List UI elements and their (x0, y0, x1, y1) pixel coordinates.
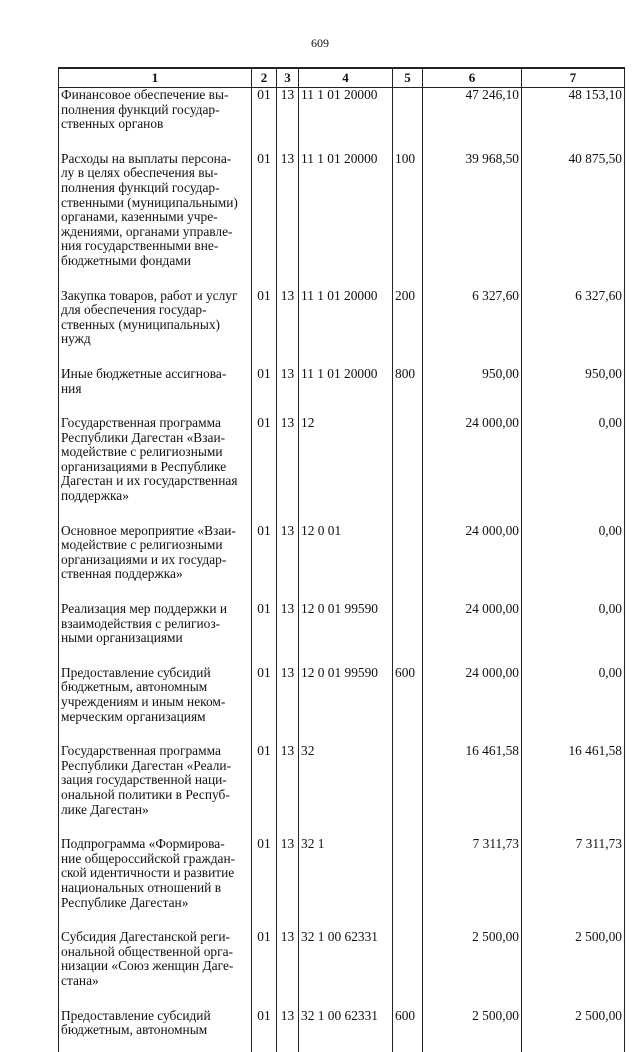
amount-col-6: 47 246,10 (423, 88, 522, 152)
column-header-4: 4 (299, 68, 393, 88)
subsection-code: 13 (277, 289, 299, 367)
column-header-5: 5 (393, 68, 423, 88)
subsection-code: 13 (277, 152, 299, 289)
expense-type-code: 600 (393, 666, 423, 744)
section-code: 01 (252, 1009, 277, 1052)
target-article-code: 11 1 01 20000 (299, 88, 393, 152)
table-body (59, 88, 625, 1052)
row-description: Подпрограмма «Формирова- ние общероссийской граждан- ской идентичности и развитие национальных отношений в Республике Дагестан» (61, 836, 236, 910)
subsection-code: 13 (277, 367, 299, 416)
target-article-code: 12 0 01 99590 (299, 602, 393, 666)
table-row (59, 837, 625, 930)
row-description: Государственная программа Республики Дагестан «Реали- зация государственной наци- ональной политики в Респуб- лике Дагестан» (61, 743, 232, 817)
subsection-code: 13 (277, 416, 299, 524)
row-description: Основное мероприятие «Взаи- модействие с религиозными организациями и их государ- ственная поддержка» (61, 522, 236, 582)
amount-col-7: 2 500,00 (522, 1009, 625, 1052)
amount-col-7: 7 311,73 (522, 837, 625, 930)
section-code: 01 (252, 367, 277, 416)
column-header-3: 3 (277, 68, 299, 88)
target-article-code: 32 (299, 744, 393, 837)
amount-col-6: 16 461,58 (423, 744, 522, 837)
subsection-code: 13 (277, 837, 299, 930)
column-header-2: 2 (252, 68, 277, 88)
table-header-row (59, 68, 625, 88)
row-description: Предоставление субсидий бюджетным, автономным учреждениям и иным неком- мерческим организациям (61, 664, 226, 724)
target-article-code: 12 (299, 416, 393, 524)
amount-col-6: 24 000,00 (423, 416, 522, 524)
row-description: Субсидия Дагестанской реги- ональной общественной орга- низации «Союз женщин Даге- стана» (61, 929, 234, 988)
amount-col-6: 24 000,00 (423, 666, 522, 744)
table-row (59, 744, 625, 837)
section-code: 01 (252, 152, 277, 289)
table-row (59, 930, 625, 1008)
column-header-6: 6 (423, 68, 522, 88)
table-row (59, 1009, 625, 1052)
target-article-code: 12 0 01 (299, 524, 393, 602)
amount-col-6: 6 327,60 (423, 289, 522, 367)
budget-table (58, 67, 625, 1052)
amount-col-7: 0,00 (522, 416, 625, 524)
target-article-code: 32 1 00 62331 (299, 1009, 393, 1052)
row-description: Расходы на выплаты персона- лу в целях обеспечения вы- полнения функций государ- ственными (муниципальными) органами, казенными учре- ждениями, органами управле- ния государственными вне- бюджетными фондами (61, 150, 238, 268)
target-article-code: 32 1 (299, 837, 393, 930)
target-article-code: 32 1 00 62331 (299, 930, 393, 1008)
expense-type-code: 800 (393, 367, 423, 416)
amount-col-7: 16 461,58 (522, 744, 625, 837)
table-row (59, 602, 625, 666)
row-description: Иные бюджетные ассигнова- ния (61, 365, 227, 396)
amount-col-7: 0,00 (522, 602, 625, 666)
amount-col-7: 6 327,60 (522, 289, 625, 367)
target-article-code: 11 1 01 20000 (299, 289, 393, 367)
section-code: 01 (252, 524, 277, 602)
subsection-code: 13 (277, 930, 299, 1008)
amount-col-6: 2 500,00 (423, 930, 522, 1008)
row-description: Финансовое обеспечение вы- полнения функций государ- ственных органов (61, 87, 229, 132)
subsection-code: 13 (277, 744, 299, 837)
table-row (59, 152, 625, 289)
section-code: 01 (252, 666, 277, 744)
amount-col-7: 0,00 (522, 666, 625, 744)
section-code: 01 (252, 930, 277, 1008)
amount-col-7: 950,00 (522, 367, 625, 416)
section-code: 01 (252, 289, 277, 367)
section-code: 01 (252, 416, 277, 524)
expense-type-code (393, 416, 423, 524)
expense-type-code (393, 88, 423, 152)
amount-col-7: 0,00 (522, 524, 625, 602)
subsection-code: 13 (277, 666, 299, 744)
expense-type-code (393, 930, 423, 1008)
target-article-code: 12 0 01 99590 (299, 666, 393, 744)
table-row (59, 88, 625, 152)
expense-type-code (393, 524, 423, 602)
table-row (59, 524, 625, 602)
amount-col-7: 48 153,10 (522, 88, 625, 152)
row-description: Реализация мер поддержки и взаимодействия с религиоз- ными организациями (61, 601, 227, 646)
expense-type-code (393, 744, 423, 837)
expense-type-code (393, 602, 423, 666)
expense-type-code: 200 (393, 289, 423, 367)
subsection-code: 13 (277, 1009, 299, 1052)
row-description: Предоставление субсидий бюджетным, автономным (61, 1007, 211, 1038)
amount-col-6: 950,00 (423, 367, 522, 416)
expense-type-code: 100 (393, 152, 423, 289)
expense-type-code (393, 837, 423, 930)
section-code: 01 (252, 837, 277, 930)
column-header-7: 7 (522, 68, 625, 88)
row-description: Государственная программа Республики Дагестан «Взаи- модействие с религиозными организациями в Республике Дагестан и их государственная поддержка» (61, 415, 238, 504)
amount-col-6: 7 311,73 (423, 837, 522, 930)
target-article-code: 11 1 01 20000 (299, 152, 393, 289)
subsection-code: 13 (277, 602, 299, 666)
amount-col-7: 2 500,00 (522, 930, 625, 1008)
amount-col-6: 2 500,00 (423, 1009, 522, 1052)
amount-col-6: 39 968,50 (423, 152, 522, 289)
page-number: 609 (311, 36, 329, 50)
subsection-code: 13 (277, 524, 299, 602)
section-code: 01 (252, 602, 277, 666)
column-header-1: 1 (59, 68, 252, 88)
amount-col-6: 24 000,00 (423, 602, 522, 666)
table-row (59, 367, 625, 416)
table-row (59, 666, 625, 744)
expense-type-code: 600 (393, 1009, 423, 1052)
amount-col-7: 40 875,50 (522, 152, 625, 289)
row-description: Закупка товаров, работ и услуг для обеспечения государ- ственных (муниципальных) нужд (61, 287, 238, 347)
section-code: 01 (252, 88, 277, 152)
target-article-code: 11 1 01 20000 (299, 367, 393, 416)
amount-col-6: 24 000,00 (423, 524, 522, 602)
table-row (59, 416, 625, 524)
subsection-code: 13 (277, 88, 299, 152)
table-row (59, 289, 625, 367)
section-code: 01 (252, 744, 277, 837)
